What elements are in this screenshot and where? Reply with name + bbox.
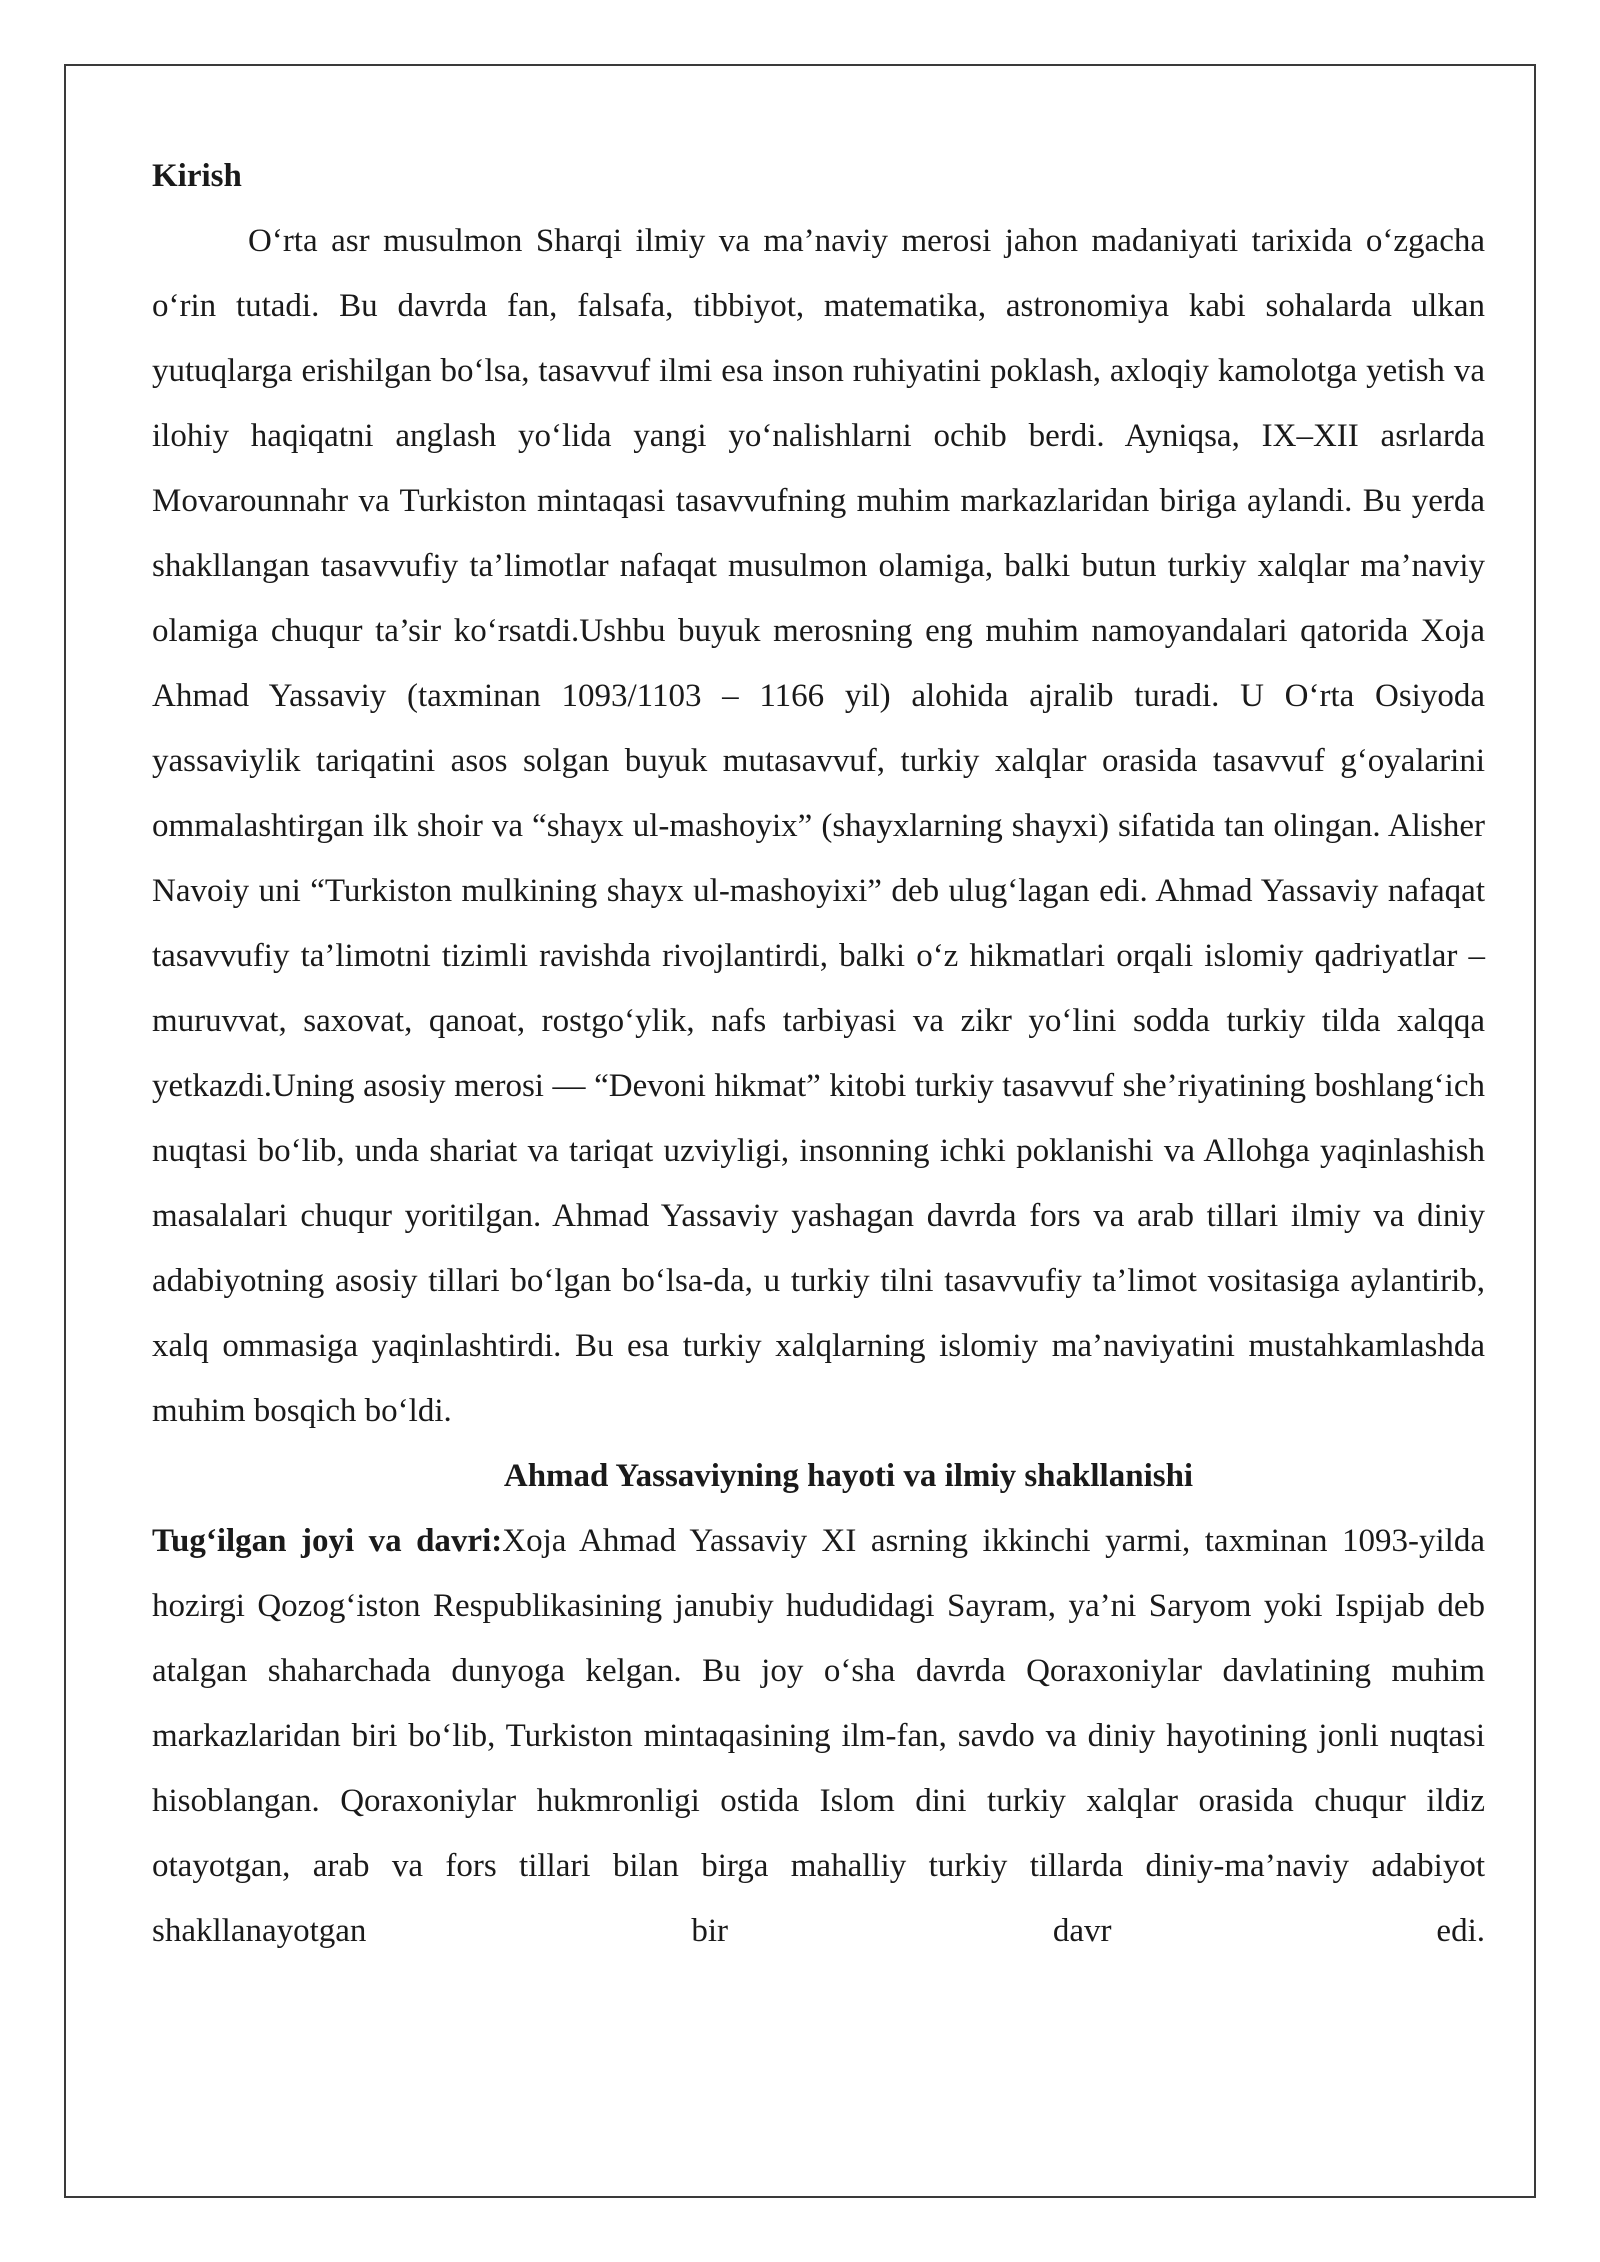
intro-paragraph: O‘rta asr musulmon Sharqi ilmiy va ma’naviy merosi jahon madaniyati tarixida o‘zgacha o‘rin tutadi. Bu davrda fan, falsafa, tibbiyot, matematika, astronomiya kabi sohalarda ulkan yutuqlarga erishilgan bo‘lsa, tasavvuf ilmi esa inson ruhiyatini poklash, axloqiy kamolotga yetish va ilohiy haqiqatni anglash yo‘lida yangi yo‘nalishlarni ochib berdi. Ayniqsa, IX–XII asrlarda Movarounnahr va Turkiston mintaqasi tasavvufning muhim markazlaridan biriga aylandi. Bu yerda shakllangan tasavvufiy ta’limotlar nafaqat musulmon olamiga, balki butun turkiy xalqlar ma’naviy olamiga chuqur ta’sir ko‘rsatdi.Ushbu buyuk merosning eng muhim namoyandalari qatorida Xoja Ahmad Yassaviy (taxminan 1093/1103 – 1166 yil) alohida ajralib turadi. U O‘rta Osiyoda yassaviylik tariqatini asos solgan buyuk mutasavvuf, turkiy xalqlar orasida tasavvuf g‘oyalarini ommalashtirgan ilk shoir va “shayx ul-mashoyix” (shayxlarning shayxi) sifatida tan olingan. Alisher Navoiy uni “Turkiston mulkining shayx ul-mashoyixi” deb ulug‘lagan edi. Ahmad Yassaviy nafaqat tasavvufiy ta’limotni tizimli ravishda rivojlantirdi, balki o‘z hikmatlari orqali islomiy qadriyatlar – muruvvat, saxovat, qanoat, rostgo‘ylik, nafs tarbiyasi va zikr yo‘lini sodda turkiy tilda xalqqa yetkazdi.Uning asosiy merosi — “Devoni hikmat” kitobi turkiy tasavvuf she’riyatining boshlang‘ich nuqtasi bo‘lib, unda shariat va tariqat uzviyligi, insonning ichki poklanishi va Allohga yaqinlashish masalalari chuqur yoritilgan. Ahmad Yassaviy yashagan davrda fors va arab tillari ilmiy va diniy adabiyotning asosiy tillari bo‘lgan bo‘lsa-da, u turkiy tilni tasavvufiy ta’limot vositasiga aylantirib, xalq ommasiga yaqinlashtirdi. Bu esa turkiy xalqlarning islomiy ma’naviyatini mustahkamlashda muhim bosqich bo‘ldi. xyxy=(152,223,1485,1429)
section-paragraph-text: Xoja Ahmad Yassaviy XI asrning ikkinchi yarmi, taxminan 1093-yilda hozirgi Qozog‘iston Respublikasining janubiy hududidagi Sayram, ya’ni Saryom yoki Ispijab deb atalgan shaharchada dunyoga kelgan. Bu joy o‘sha davrda Qoraxoniylar davlatining muhim markazlaridan biri bo‘lib, Turkiston mintaqasining ilm-fan, savdo va diniy hayotining jonli nuqtasi hisoblangan. Qoraxoniylar hukmronligi ostida Islom dini turkiy xalqlar orasida chuqur ildiz otayotgan, arab va fors tillari bilan birga mahalliy turkiy tillarda diniy-ma’naviy adabiyot shakllanayotgan bir davr edi. xyxy=(152,1523,1485,1949)
document-body xyxy=(152,144,1485,1964)
section-lead: Tug‘ilgan joyi va davri: xyxy=(152,1523,503,1559)
section-title: Ahmad Yassaviyning hayoti va ilmiy shakllanishi xyxy=(503,1458,1194,1494)
intro-heading: Kirish xyxy=(152,158,242,194)
section-paragraph xyxy=(152,1509,1485,1964)
